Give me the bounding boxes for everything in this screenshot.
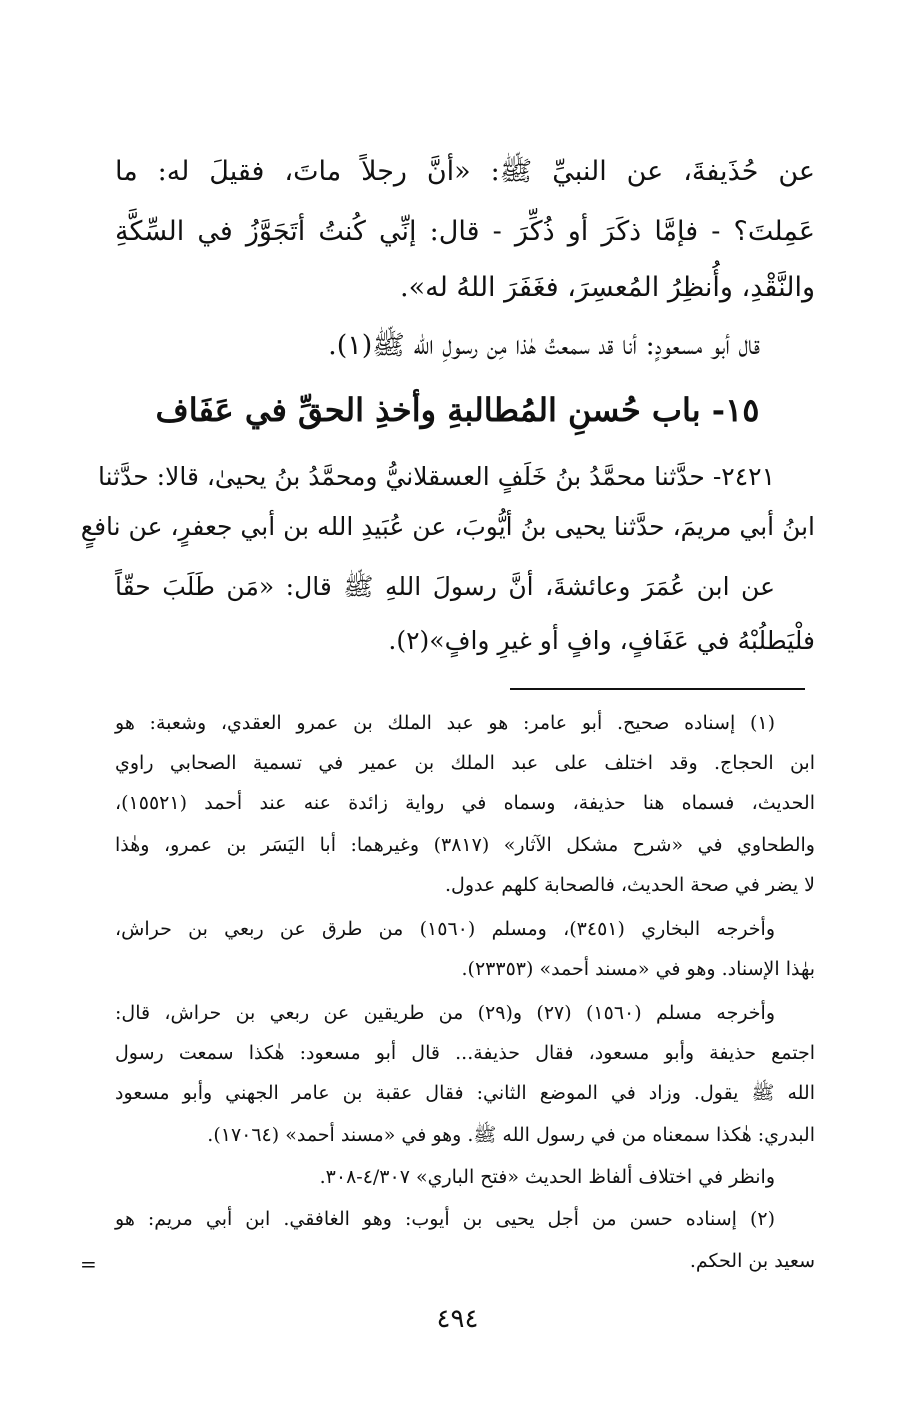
footnote-1-line-8: وأخرجه مسلم (١٥٦٠) (٢٧) و(٢٩) من طريقين عن ربعي بن حراش، قال: (115, 1002, 775, 1024)
hadith-line-1: ٢٤٢١- حدَّثنا محمَّدُ بنُ خَلَفٍ العسقلانيُّ ومحمَّدُ بنُ يحيىٰ، قالا: حدَّثنا (98, 462, 775, 491)
hadith-line-3: عن ابن عُمَرَ وعائشةَ، أنَّ رسولَ اللهِ ﷺ قال: «مَن طَلَبَ حقّاً (115, 572, 775, 601)
main-text-line-2: عَمِلتَ؟ - فإمَّا ذكَرَ أو ذُكِّرَ - قال: إنِّي كُنتُ أتَجَوَّزُ في السِّكَّةِ (115, 216, 815, 247)
main-text-line-1: عن حُذَيفةَ، عن النبيِّ ﷺ: «أنَّ رجلاً ماتَ، فقيلَ له: ما (115, 156, 815, 187)
footnote-1-line-12: وانظر في اختلاف ألفاظ الحديث «فتح الباري» ٤/٣٠٧-٣٠٨. (319, 1166, 775, 1188)
page-number: ٤٩٤ (436, 1304, 479, 1334)
chapter-heading: ١٥- باب حُسنِ المُطالبةِ وأخذِ الحقِّ في عَفَاف (155, 391, 760, 429)
footnote-2-line-2: سعيد بن الحكم. (689, 1250, 815, 1272)
footnote-1-line-9: اجتمع حذيفة وأبو مسعود، فقال حذيفة... قال أبو مسعود: هٰكذا سمعت رسول (115, 1042, 815, 1064)
footnote-1-line-5: لا يضر في صحة الحديث، فالصحابة كلهم عدول. (445, 874, 815, 896)
footnote-1-line-1: (١) إسناده صحيح. أبو عامر: هو عبد الملك بن عمرو العقدي، وشعبة: هو (115, 712, 775, 734)
footnote-divider (510, 688, 805, 690)
footnote-1-line-10: الله ﷺ يقول. وزاد في الموضع الثاني: فقال عقبة بن عامر الجهني وأبو مسعود (115, 1082, 815, 1104)
footnote-1-line-2: ابن الحجاج. وقد اختلف على عبد الملك بن عمير في تسمية الصحابي راوي (115, 752, 815, 774)
continuation-mark: = (80, 1252, 97, 1276)
footnote-1-line-6: وأخرجه البخاري (٣٤٥١)، ومسلم (١٥٦٠) من طرق عن ربعي بن حراش، (115, 918, 776, 940)
abu-masud-statement: قال أبو مسعودٍ: أنا قد سمعتُ هٰذا مِن رسولِ الله ﷺ(١). (328, 330, 760, 361)
footnote-1-line-7: بهٰذا الإسناد. وهو في «مسند أحمد» (٢٣٣٥٣). (461, 958, 815, 980)
main-text-line-3: والنَّقْدِ، وأُنظِرُ المُعسِرَ، فغَفَرَ اللهُ له». (400, 272, 815, 303)
hadith-line-4: فلْيَطلُبْهُ في عَفَافٍ، وافٍ أو غيرِ وافٍ»(٢). (388, 626, 815, 655)
footnote-1-line-3: الحديث، فسماه هنا حذيفة، وسماه في رواية زائدة عنه عند أحمد (١٥٥٢١)، (115, 792, 815, 814)
hadith-line-2: ابنُ أبي مريمَ، حدَّثنا يحيى بنُ أيُّوبَ، عن عُبَيدِ الله بن أبي جعفرٍ، عن نافعٍ (80, 512, 815, 541)
footnote-2-line-1: (٢) إسناده حسن من أجل يحيى بن أيوب: وهو الغافقي. ابن أبي مريم: هو (115, 1208, 775, 1230)
footnote-1-line-4: والطحاوي في «شرح مشكل الآثار» (٣٨١٧) وغيرهما: أبا اليَسَر بن عمرو، وهٰذا (115, 834, 815, 856)
footnote-1-line-11: البدري: هٰكذا سمعناه من في رسول الله ﷺ. وهو في «مسند أحمد» (١٧٠٦٤). (207, 1124, 815, 1146)
